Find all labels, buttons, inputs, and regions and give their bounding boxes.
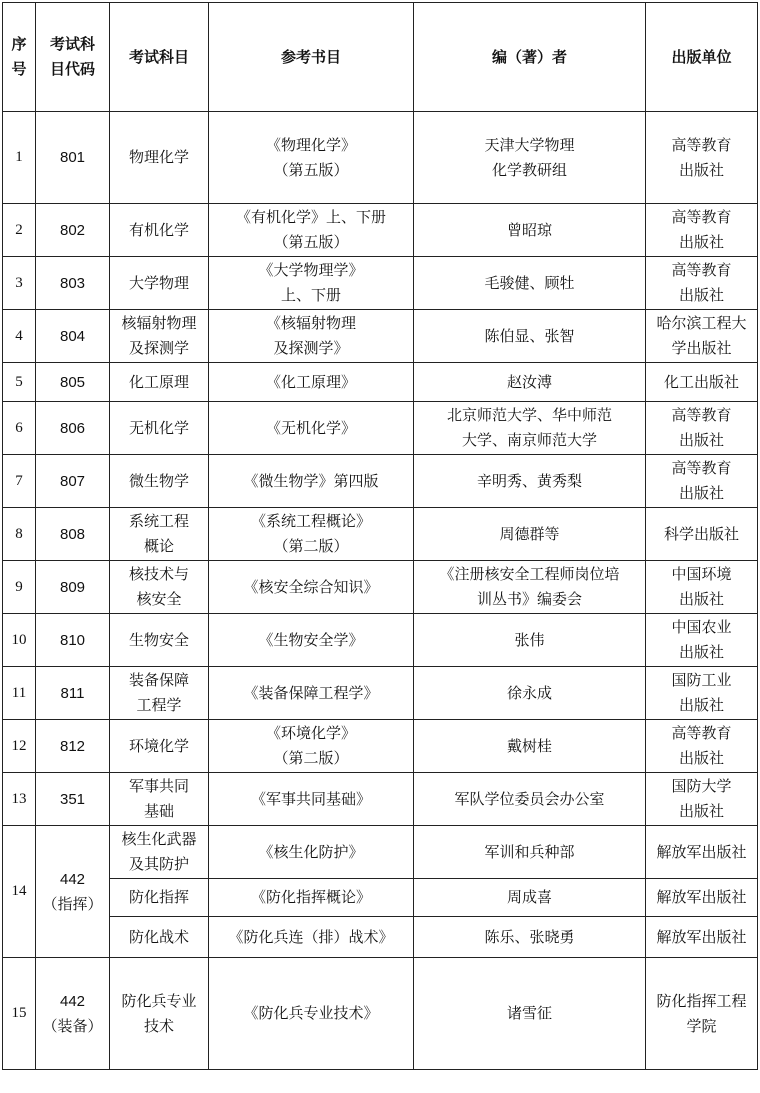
serial-cell: 1 [3,112,36,204]
author-cell: 诸雪征 [414,958,646,1070]
publisher-cell: 高等教育 出版社 [646,455,758,508]
serial-cell: 9 [3,561,36,614]
publisher-cell: 解放军出版社 [646,826,758,879]
serial-cell: 13 [3,773,36,826]
table-row [3,402,758,455]
publisher-cell: 高等教育 出版社 [646,720,758,773]
subject-cell: 装备保障 工程学 [110,667,209,720]
header-serial: 序 号 [3,3,36,112]
author-cell: 陈伯显、张智 [414,310,646,363]
author-cell: 周德群等 [414,508,646,561]
table-row [3,614,758,667]
header-code: 考试科 目代码 [36,3,110,112]
code-cell: 803 [36,257,110,310]
author-cell: 赵汝溥 [414,363,646,402]
book-cell: 《装备保障工程学》 [209,667,414,720]
publisher-cell: 高等教育 出版社 [646,257,758,310]
publisher-cell: 中国环境 出版社 [646,561,758,614]
subject-cell: 无机化学 [110,402,209,455]
serial-cell: 12 [3,720,36,773]
table-row [3,310,758,363]
code-cell: 351 [36,773,110,826]
header-row [3,3,758,112]
code-cell: 442 （装备） [36,958,110,1070]
book-cell: 《核辐射物理 及探测学》 [209,310,414,363]
table-row [3,773,758,826]
book-cell: 《防化兵专业技术》 [209,958,414,1070]
table-row [3,826,758,879]
table-row [3,561,758,614]
author-cell: 辛明秀、黄秀梨 [414,455,646,508]
table-row [3,879,758,917]
book-cell: 《防化兵连（排）战术》 [209,917,414,958]
code-cell: 804 [36,310,110,363]
serial-cell: 5 [3,363,36,402]
book-cell: 《微生物学》第四版 [209,455,414,508]
serial-cell: 8 [3,508,36,561]
code-cell: 810 [36,614,110,667]
reference-books-table [2,2,758,1070]
publisher-cell: 高等教育 出版社 [646,204,758,257]
book-cell: 《大学物理学》 上、下册 [209,257,414,310]
subject-cell: 微生物学 [110,455,209,508]
book-cell: 《系统工程概论》 （第二版） [209,508,414,561]
author-cell: 《注册核安全工程师岗位培 训丛书》编委会 [414,561,646,614]
code-cell: 807 [36,455,110,508]
subject-cell: 物理化学 [110,112,209,204]
serial-cell: 7 [3,455,36,508]
header-publisher: 出版单位 [646,3,758,112]
book-cell: 《生物安全学》 [209,614,414,667]
table-row [3,204,758,257]
book-cell: 《军事共同基础》 [209,773,414,826]
publisher-cell: 科学出版社 [646,508,758,561]
book-cell: 《物理化学》 （第五版） [209,112,414,204]
table-row [3,667,758,720]
book-cell: 《环境化学》 （第二版） [209,720,414,773]
book-cell: 《有机化学》上、下册 （第五版） [209,204,414,257]
table-row [3,112,758,204]
book-cell: 《无机化学》 [209,402,414,455]
serial-cell: 11 [3,667,36,720]
table-row [3,917,758,958]
subject-cell: 大学物理 [110,257,209,310]
table-body [3,112,758,1070]
publisher-cell: 国防大学 出版社 [646,773,758,826]
book-cell: 《核安全综合知识》 [209,561,414,614]
code-cell: 811 [36,667,110,720]
subject-cell: 核技术与 核安全 [110,561,209,614]
author-cell: 徐永成 [414,667,646,720]
code-cell: 801 [36,112,110,204]
author-cell: 曾昭琼 [414,204,646,257]
publisher-cell: 高等教育 出版社 [646,402,758,455]
serial-cell: 3 [3,257,36,310]
code-cell: 802 [36,204,110,257]
header-subject: 考试科目 [110,3,209,112]
serial-cell: 14 [3,826,36,958]
subject-cell: 防化兵专业 技术 [110,958,209,1070]
header-author: 编（著）者 [414,3,646,112]
subject-cell: 系统工程 概论 [110,508,209,561]
subject-cell: 环境化学 [110,720,209,773]
serial-cell: 4 [3,310,36,363]
publisher-cell: 中国农业 出版社 [646,614,758,667]
publisher-cell: 哈尔滨工程大 学出版社 [646,310,758,363]
code-cell: 809 [36,561,110,614]
table-row [3,720,758,773]
publisher-cell: 化工出版社 [646,363,758,402]
header-book: 参考书目 [209,3,414,112]
subject-cell: 防化战术 [110,917,209,958]
code-cell: 806 [36,402,110,455]
serial-cell: 15 [3,958,36,1070]
book-cell: 《核生化防护》 [209,826,414,879]
subject-cell: 核生化武器 及其防护 [110,826,209,879]
subject-cell: 化工原理 [110,363,209,402]
serial-cell: 6 [3,402,36,455]
author-cell: 军训和兵种部 [414,826,646,879]
author-cell: 天津大学物理 化学教研组 [414,112,646,204]
subject-cell: 有机化学 [110,204,209,257]
table-row [3,958,758,1070]
author-cell: 陈乐、张晓勇 [414,917,646,958]
publisher-cell: 解放军出版社 [646,917,758,958]
publisher-cell: 高等教育 出版社 [646,112,758,204]
serial-cell: 2 [3,204,36,257]
serial-cell: 10 [3,614,36,667]
table-row [3,257,758,310]
publisher-cell: 解放军出版社 [646,879,758,917]
table-row [3,363,758,402]
code-cell: 805 [36,363,110,402]
author-cell: 毛骏健、顾牡 [414,257,646,310]
author-cell: 北京师范大学、华中师范 大学、南京师范大学 [414,402,646,455]
code-cell: 442 （指挥） [36,826,110,958]
code-cell: 808 [36,508,110,561]
author-cell: 戴树桂 [414,720,646,773]
author-cell: 周成喜 [414,879,646,917]
publisher-cell: 国防工业 出版社 [646,667,758,720]
subject-cell: 核辐射物理 及探测学 [110,310,209,363]
code-cell: 812 [36,720,110,773]
subject-cell: 防化指挥 [110,879,209,917]
subject-cell: 军事共同 基础 [110,773,209,826]
table-row [3,508,758,561]
table-row [3,455,758,508]
author-cell: 张伟 [414,614,646,667]
publisher-cell: 防化指挥工程 学院 [646,958,758,1070]
subject-cell: 生物安全 [110,614,209,667]
book-cell: 《防化指挥概论》 [209,879,414,917]
book-cell: 《化工原理》 [209,363,414,402]
author-cell: 军队学位委员会办公室 [414,773,646,826]
